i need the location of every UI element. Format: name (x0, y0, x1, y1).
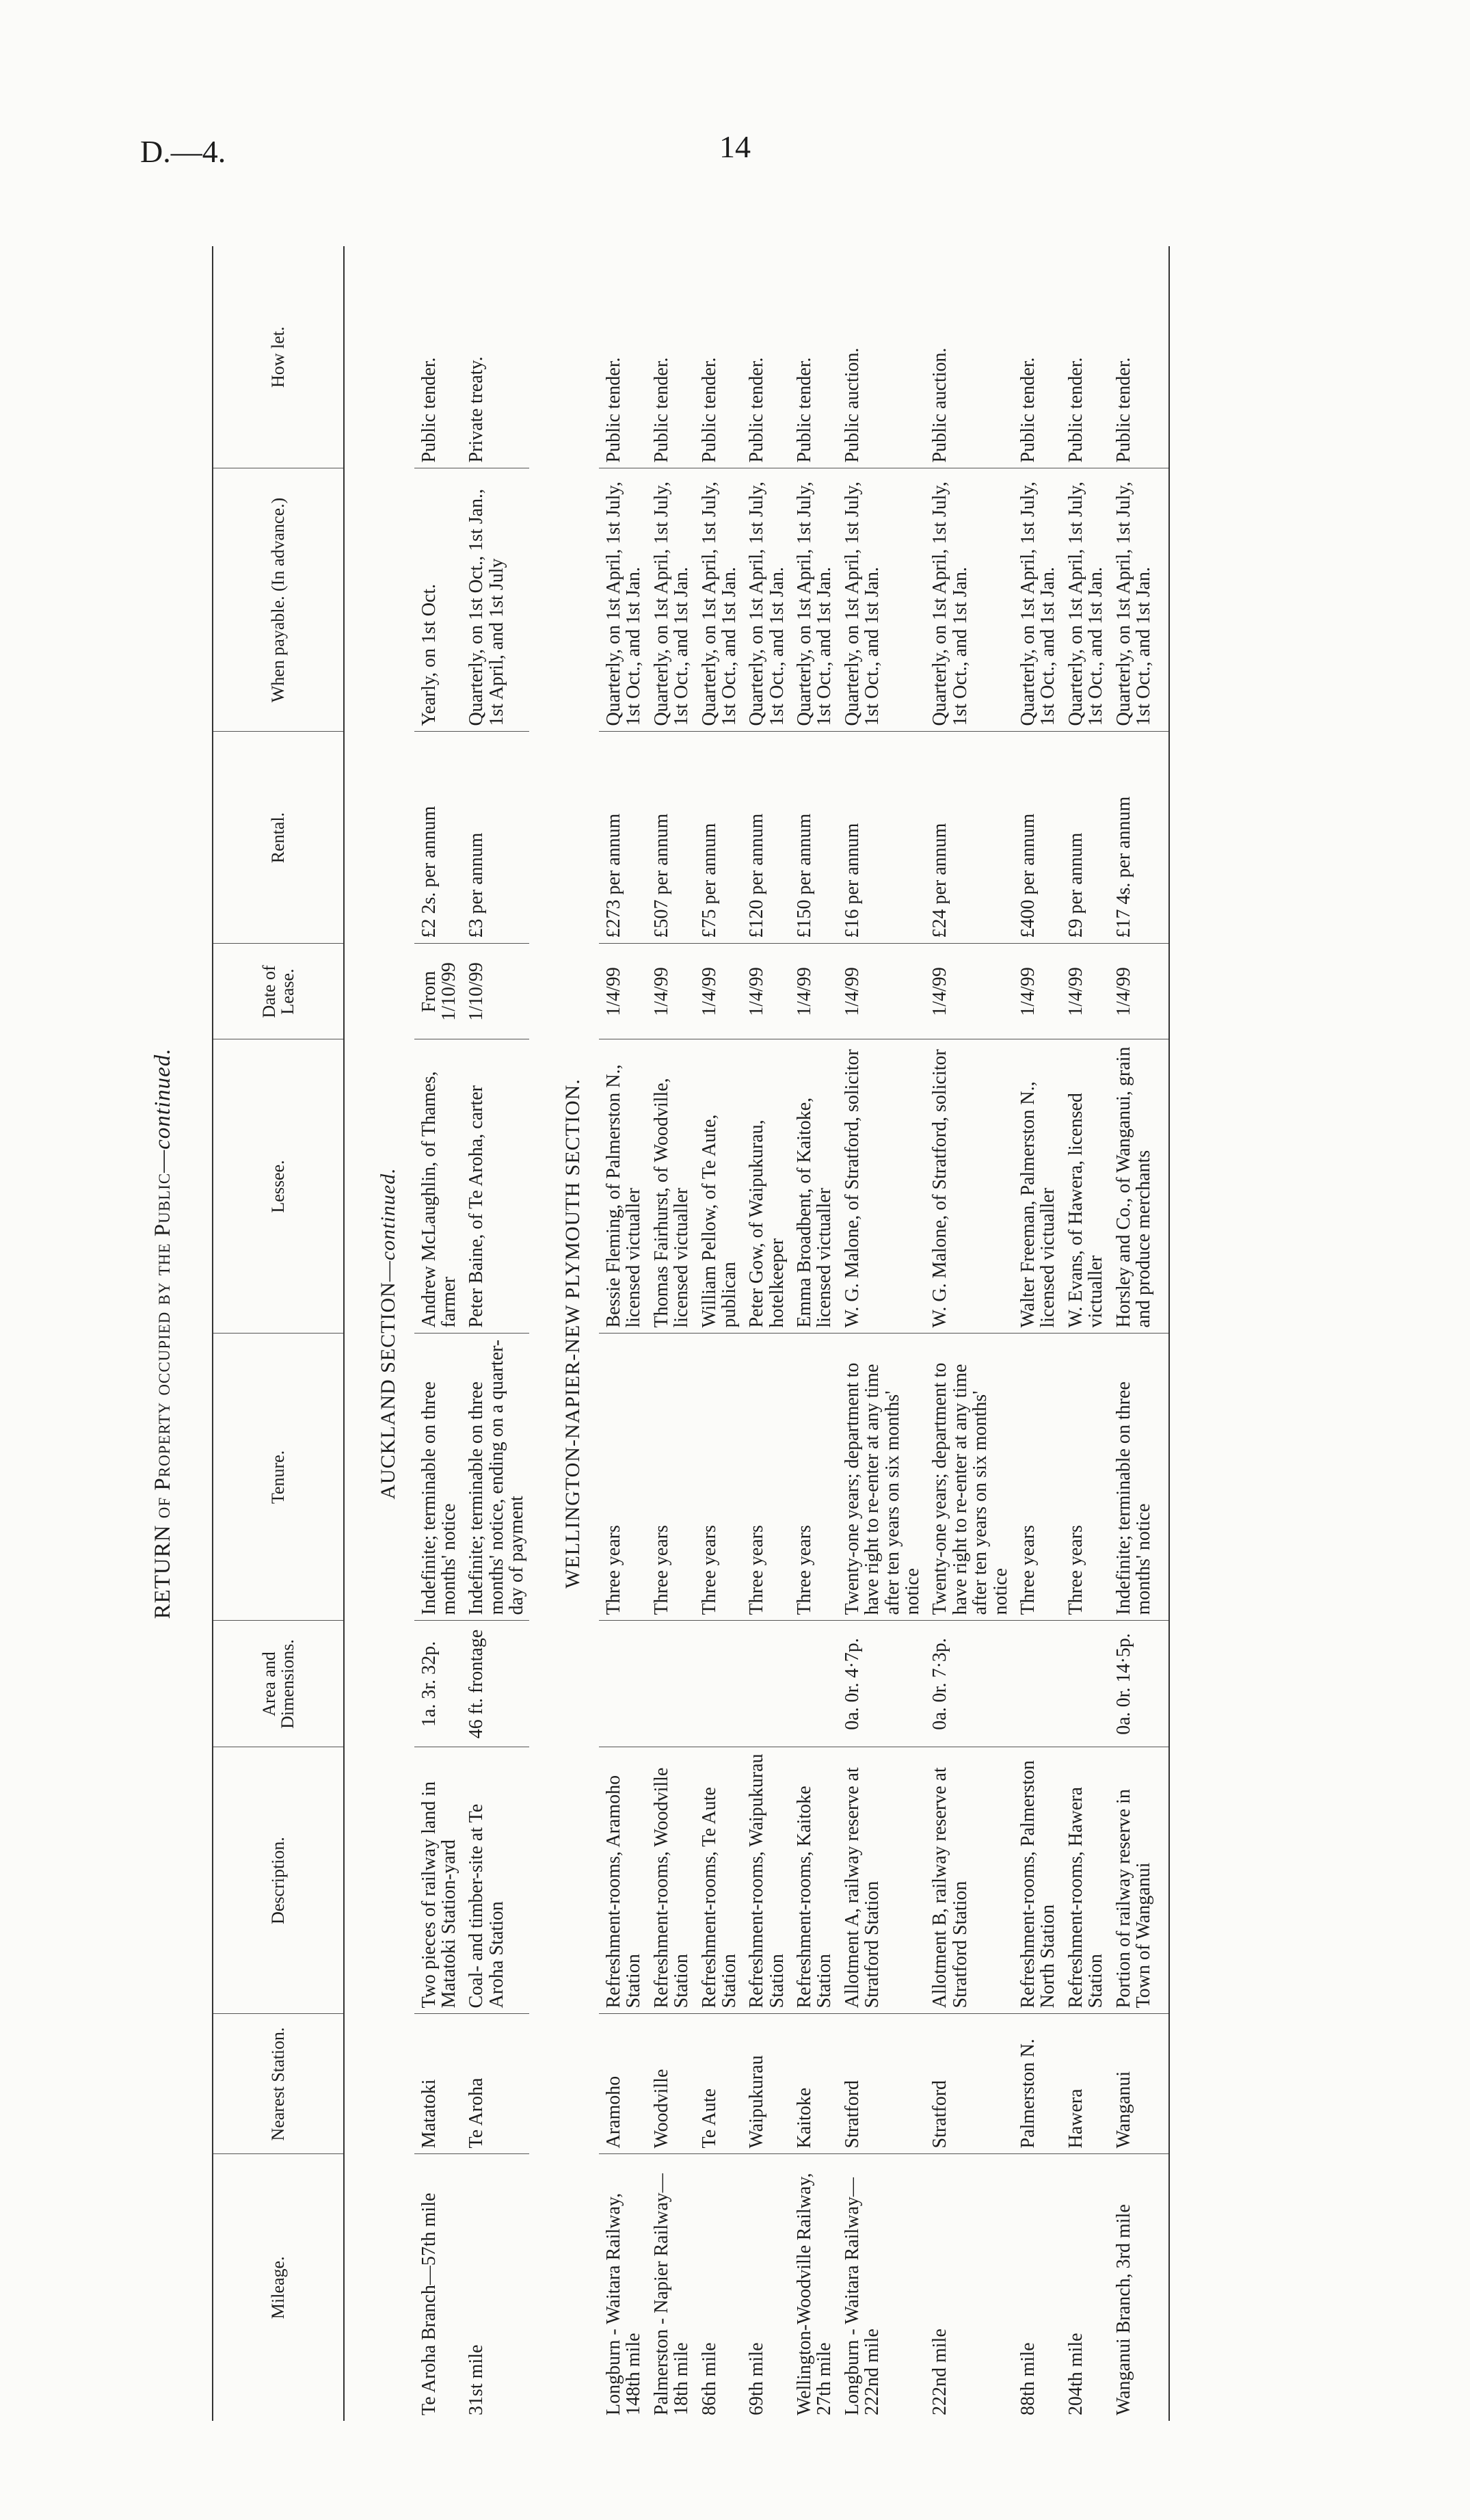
rotated-return-table (150, 246, 1320, 2421)
table-cell (1061, 1621, 1109, 1747)
table-cell: Refreshment-rooms, Kaitoke Station (790, 1747, 838, 2014)
table-cell: 1/4/99 (790, 944, 838, 1039)
table-cell: Public tender. (742, 246, 790, 468)
table-cell: £3 per annum (462, 732, 529, 944)
table-cell: £17 4s. per annum (1109, 732, 1170, 944)
table-cell: Aramoho (599, 2014, 647, 2154)
table-cell: £150 per annum (790, 732, 838, 944)
table-row (599, 246, 647, 2421)
title-main: RETURN of Property occupied by the Public— (150, 1149, 175, 1619)
section-heading-row (529, 246, 599, 2421)
table-cell: Horsley and Co., of Wanganui, grain and produce merchants (1109, 1039, 1170, 1334)
table-row (742, 246, 790, 2421)
section-heading-row (344, 246, 414, 2421)
table-cell: Yearly, on 1st Oct. (414, 468, 462, 732)
table-cell: Wanganui (1109, 2014, 1170, 2154)
table-cell: Three years (742, 1334, 790, 1621)
table-cell: Peter Gow, of Waipukurau, hotelkeeper (742, 1039, 790, 1334)
table-cell: Indefinite; terminable on three months' notice, ending on a quarter-day of payment (462, 1334, 529, 1621)
title-continued: continued. (150, 1048, 175, 1150)
table-cell (1013, 1621, 1061, 1747)
table-cell: 0a. 0r. 7·3p. (925, 1621, 1013, 1747)
table-cell: Three years (695, 1334, 743, 1621)
table-cell: Stratford (925, 2014, 1013, 2154)
table-cell: 69th mile (746, 2342, 768, 2415)
column-header: Date of Lease. (213, 944, 344, 1039)
section-heading (529, 246, 599, 2421)
table-cell: £507 per annum (647, 732, 695, 944)
table-cell: Palmerston - Napier Railway—18th mile (650, 2173, 693, 2415)
table-cell: Three years (1061, 1334, 1109, 1621)
table-row (1013, 246, 1061, 2421)
table-cell: Refreshment-rooms, Te Aute Station (695, 1747, 743, 2014)
column-header-row (213, 246, 344, 2421)
table-cell: Thomas Fairhurst, of Woodville, licensed victualler (647, 1039, 695, 1334)
table-cell: Two pieces of railway land in Matatoki Station-yard (414, 1747, 462, 2014)
table-row (838, 246, 926, 2421)
section-title: AUCKLAND SECTION— (377, 1260, 399, 1500)
table-cell (599, 1621, 647, 1747)
table-cell: Quarterly, on 1st April, 1st July, 1st Oct., and 1st Jan. (1061, 468, 1109, 732)
table-cell: Three years (647, 1334, 695, 1621)
table-cell: 1/10/99 (462, 944, 529, 1039)
table-cell: 1/4/99 (695, 944, 743, 1039)
table-cell: 1/4/99 (1061, 944, 1109, 1039)
table-cell: Quarterly, on 1st April, 1st July, 1st Oct., and 1st Jan. (1013, 468, 1061, 732)
column-header: When payable. (In advance.) (213, 468, 344, 732)
table-cell: Three years (1013, 1334, 1061, 1621)
table-cell: Wanganui Branch, 3rd mile (1109, 2154, 1170, 2421)
table-cell (742, 1621, 790, 1747)
table-cell: Twenty-one years; department to have right to re-enter at any time after ten years on six months' notice (925, 1334, 1013, 1621)
table-cell: Public tender. (599, 246, 647, 468)
column-header: How let. (213, 246, 344, 468)
table-cell: Emma Broadbent, of Kaitoke, licensed victualler (790, 1039, 838, 1334)
table-cell: Public tender. (790, 246, 838, 468)
table-cell: W. Evans, of Hawera, licensed victualler (1061, 1039, 1109, 1334)
table-cell: Quarterly, on 1st April, 1st July, 1st Oct., and 1st Jan. (838, 468, 926, 732)
table-cell: Three years (790, 1334, 838, 1621)
table-cell: William Pellow, of Te Aute, publican (695, 1039, 743, 1334)
table-cell: Public tender. (1109, 246, 1170, 468)
table-cell: 222nd mile (929, 2329, 951, 2415)
table-cell: Wellington-Woodville Railway, 27th mile (794, 2173, 836, 2415)
table-cell: Longburn - Waitara Railway, 148th mile (602, 2192, 645, 2415)
table-cell: Twenty-one years; department to have right to re-enter at any time after ten years on six months' notice (838, 1334, 926, 1621)
table-cell: Refreshment-rooms, Hawera Station (1061, 1747, 1109, 2014)
table-row (462, 246, 529, 2421)
table-cell: 31st mile (466, 2344, 487, 2415)
table-cell: Coal- and timber-site at Te Aroha Station (462, 1747, 529, 2014)
section-title: WELLINGTON-NAPIER-NEW PLYMOUTH SECTION. (561, 1078, 585, 1589)
property-table (212, 246, 1170, 2421)
table-row (647, 246, 695, 2421)
table-cell: 46 ft. frontage (462, 1621, 529, 1747)
table-cell: Te Aute (695, 2014, 743, 2154)
table-cell: 1/4/99 (599, 944, 647, 1039)
table-row (1061, 246, 1109, 2421)
column-header: Area and Dimensions. (213, 1621, 344, 1747)
document-code: D.—4. (140, 134, 226, 169)
table-title (150, 246, 176, 2421)
table-cell: Palmerston N. (1013, 2014, 1061, 2154)
table-cell: Andrew McLaughlin, of Thames, farmer (414, 1039, 462, 1334)
column-header: Tenure. (213, 1334, 344, 1621)
table-cell: 1/4/99 (647, 944, 695, 1039)
table-cell: W. G. Malone, of Stratford, solicitor (925, 1039, 1013, 1334)
table-cell: Refreshment-rooms, Aramoho Station (599, 1747, 647, 2014)
table-cell: Stratford (838, 2014, 926, 2154)
table-cell: Longburn - Waitara Railway—222nd mile (841, 2177, 883, 2415)
table-cell: £273 per annum (599, 732, 647, 944)
table-cell: Refreshment-rooms, Woodville Station (647, 1747, 695, 2014)
table-cell: Woodville (647, 2014, 695, 2154)
column-header: Description. (213, 1747, 344, 2014)
table-cell: Quarterly, on 1st April, 1st July, 1st Oct., and 1st Jan. (695, 468, 743, 732)
column-header: Nearest Station. (213, 2014, 344, 2154)
table-cell: Peter Baine, of Te Aroha, carter (462, 1039, 529, 1334)
column-header: Mileage. (213, 2154, 344, 2421)
table-cell: Public tender. (695, 246, 743, 468)
table-cell: £2 2s. per annum (414, 732, 462, 944)
table-cell (790, 1621, 838, 1747)
table-cell: Quarterly, on 1st April, 1st July, 1st Oct., and 1st Jan. (647, 468, 695, 732)
table-cell (695, 1621, 743, 1747)
table-cell: £75 per annum (695, 732, 743, 944)
table-cell: 204th mile (1065, 2333, 1086, 2415)
table-cell: £16 per annum (838, 732, 926, 944)
table-cell: 1a. 3r. 32p. (414, 1621, 462, 1747)
table-cell: Quarterly, on 1st Oct., 1st Jan., 1st April, and 1st July (462, 468, 529, 732)
table-row (925, 246, 1013, 2421)
table-cell: £400 per annum (1013, 732, 1061, 944)
section-title-suffix: continued. (377, 1167, 399, 1261)
table-cell: Public auction. (838, 246, 926, 468)
table-cell: Matatoki (414, 2014, 462, 2154)
table-cell: 1/4/99 (838, 944, 926, 1039)
table-cell: Public tender. (1061, 246, 1109, 468)
table-cell: £120 per annum (742, 732, 790, 944)
table-row (414, 246, 462, 2421)
table-cell: £9 per annum (1061, 732, 1109, 944)
table-cell: Allotment B, railway reserve at Stratford Station (925, 1747, 1013, 2014)
table-cell: 88th mile (1017, 2342, 1039, 2415)
table-cell: 1/4/99 (742, 944, 790, 1039)
table-cell: Te Aroha Branch—57th mile (418, 2192, 440, 2415)
table-cell: Te Aroha (462, 2014, 529, 2154)
table-row (695, 246, 743, 2421)
table-cell: Public auction. (925, 246, 1013, 468)
table-cell: Quarterly, on 1st April, 1st July, 1st Oct., and 1st Jan. (925, 468, 1013, 732)
table-cell: Allotment A, railway reserve at Stratford Station (838, 1747, 926, 2014)
table-cell: Hawera (1061, 2014, 1109, 2154)
table-cell: Quarterly, on 1st April, 1st July, 1st Oct., and 1st Jan. (790, 468, 838, 732)
table-cell: Kaitoke (790, 2014, 838, 2154)
table-cell: 86th mile (698, 2342, 720, 2415)
table-cell: Refreshment-rooms, Waipukurau Station (742, 1747, 790, 2014)
column-header: Lessee. (213, 1039, 344, 1334)
table-cell: W. G. Malone, of Stratford, solicitor (838, 1039, 926, 1334)
table-cell: Refreshment-rooms, Palmerston North Station (1013, 1747, 1061, 2014)
table-cell (647, 1621, 695, 1747)
table-row (790, 246, 838, 2421)
table-cell: Bessie Fleming, of Palmerston N., licensed victualler (599, 1039, 647, 1334)
table-cell: From 1/10/99 (414, 944, 462, 1039)
table-cell: Portion of railway reserve in Town of Wanganui (1109, 1747, 1170, 2014)
table-cell: Public tender. (647, 246, 695, 468)
table-cell: Quarterly, on 1st April, 1st July, 1st Oct., and 1st Jan. (742, 468, 790, 732)
table-cell: Indefinite; terminable on three months' notice (1109, 1334, 1170, 1621)
table-cell: Quarterly, on 1st April, 1st July, 1st Oct., and 1st Jan. (1109, 468, 1170, 732)
table-cell: £24 per annum (925, 732, 1013, 944)
table-cell: Private treaty. (462, 246, 529, 468)
page-number: 14 (719, 129, 751, 164)
table-cell: Quarterly, on 1st April, 1st July, 1st Oct., and 1st Jan. (599, 468, 647, 732)
table-cell: Public tender. (414, 246, 462, 468)
table-cell: 1/4/99 (1109, 944, 1170, 1039)
table-cell: Three years (599, 1334, 647, 1621)
table-row (1109, 246, 1170, 2421)
column-header: Rental. (213, 732, 344, 944)
table-cell: 1/4/99 (1013, 944, 1061, 1039)
table-cell: Public tender. (1013, 246, 1061, 468)
table-cell: 0a. 0r. 4·7p. (838, 1621, 926, 1747)
table-cell: Walter Freeman, Palmerston N., licensed victualler (1013, 1039, 1061, 1334)
table-cell: 0a. 0r. 14·5p. (1109, 1621, 1170, 1747)
table-cell: Waipukurau (742, 2014, 790, 2154)
table-body (344, 246, 1169, 2421)
section-heading (344, 246, 414, 2421)
table-cell: 1/4/99 (925, 944, 1013, 1039)
table-cell: Indefinite; terminable on three months' notice (414, 1334, 462, 1621)
